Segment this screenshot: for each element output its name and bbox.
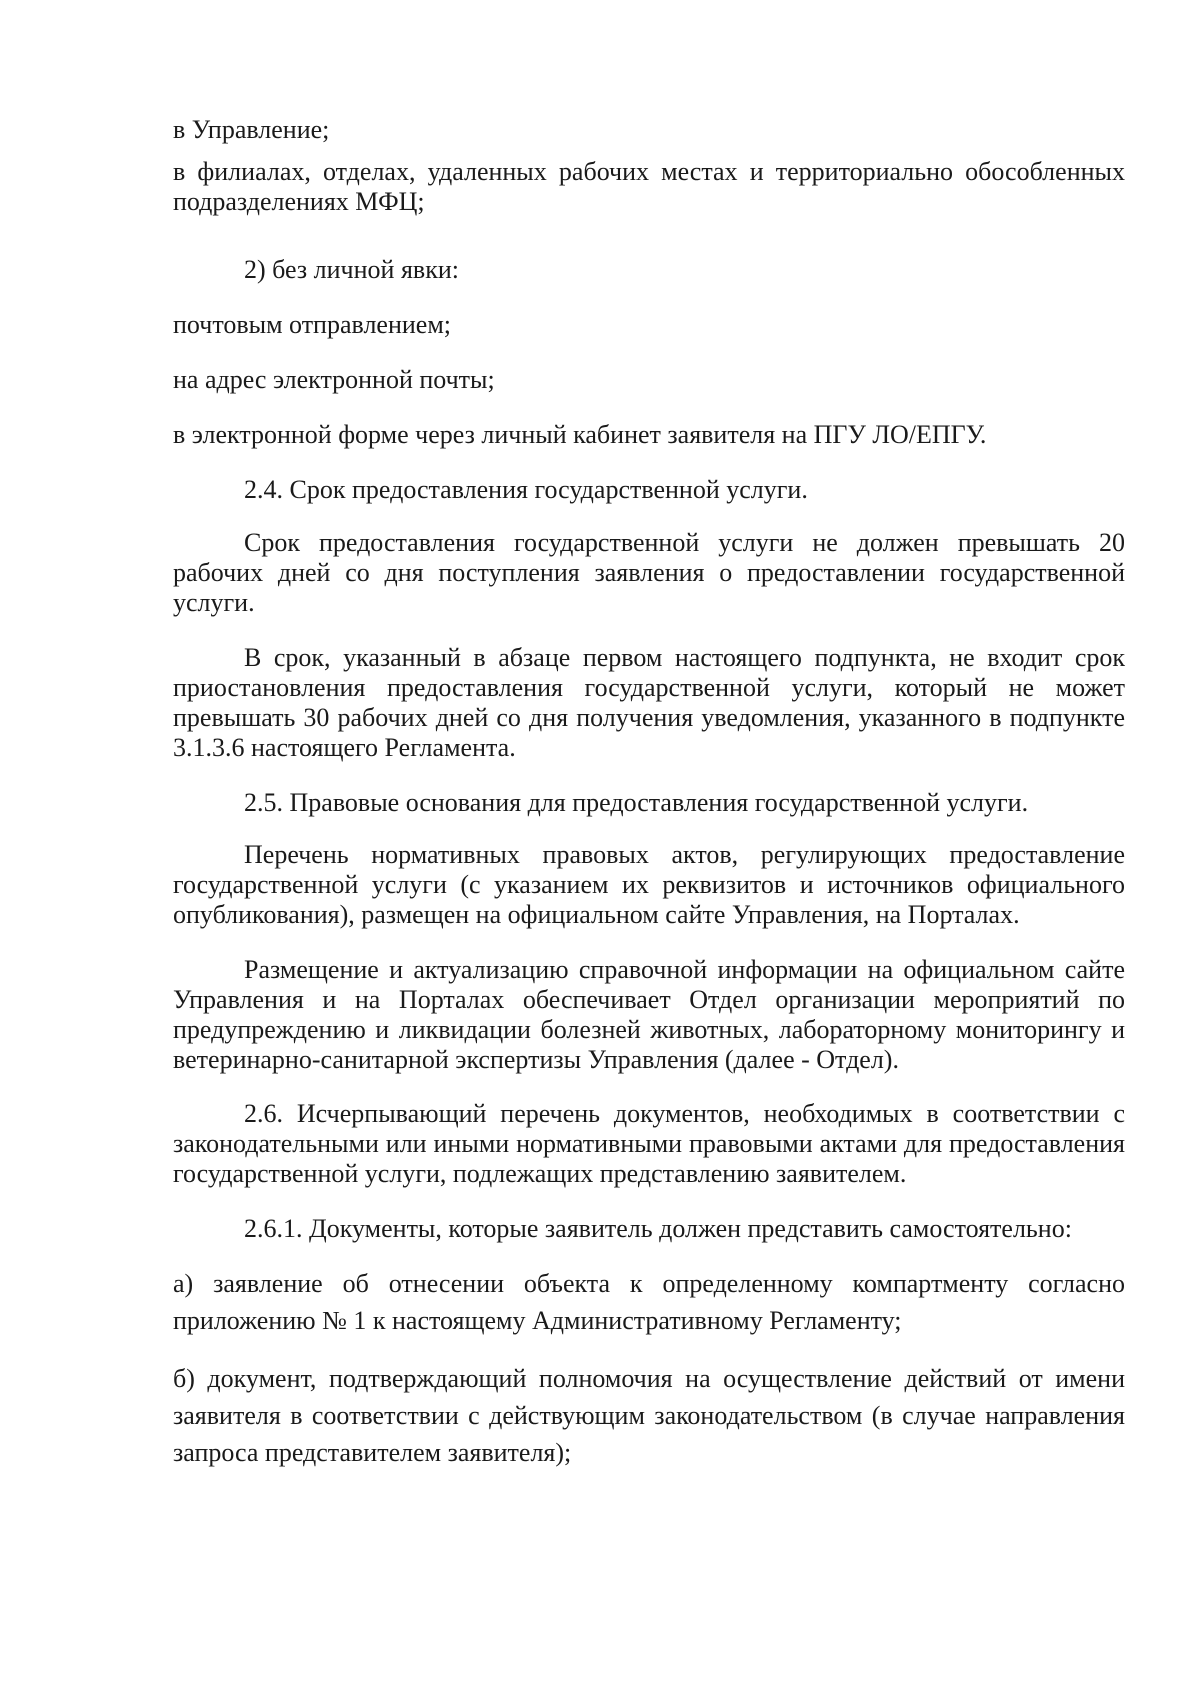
paragraph-7: 2.4. Срок предоставления государственной услуги.	[244, 475, 808, 504]
paragraph-2: в филиалах, отделах, удаленных рабочих местах и территориально обособленных подразделениях МФЦ;	[173, 157, 1125, 216]
paragraph-1: в Управление;	[173, 115, 330, 144]
paragraph-4: почтовым отправлением;	[173, 310, 452, 339]
paragraph-12: Размещение и актуализацию справочной информации на официальном сайте Управления и на Порталах обеспечивает Отдел организации мероприятий по предупреждению и ликвидации болезней животных, лабораторному мониторингу и ветеринарно-санитарной экспертизы Управления (далее - Отдел).	[173, 955, 1125, 1074]
paragraph-14: 2.6.1. Документы, которые заявитель должен представить самостоятельно:	[244, 1214, 1072, 1243]
paragraph-8: Срок предоставления государственной услуги не должен превышать 20 рабочих дней со дня поступления заявления о предоставлении государственной услуги.	[173, 528, 1125, 617]
paragraph-3: 2) без личной явки:	[244, 255, 459, 284]
paragraph-15: а) заявление об отнесении объекта к определенному компартменту согласно приложению № 1 к настоящему Административному Регламенту;	[173, 1269, 1125, 1335]
paragraph-6: в электронной форме через личный кабинет заявителя на ПГУ ЛО/ЕПГУ.	[173, 420, 987, 449]
paragraph-5: на адрес электронной почты;	[173, 365, 495, 394]
paragraph-16: б) документ, подтверждающий полномочия на осуществление действий от имени заявителя в соответствии с действующим законодательством (в случае направления запроса представителем заявителя);	[173, 1364, 1125, 1467]
paragraph-9: В срок, указанный в абзаце первом настоящего подпункта, не входит срок приостановления предоставления государственной услуги, который не может превышать 30 рабочих дней со дня получения уведомления, указанного в подпункте 3.1.3.6 настоящего Регламента.	[173, 643, 1125, 762]
paragraph-13: 2.6. Исчерпывающий перечень документов, необходимых в соответствии с законодательными или иными нормативными правовыми актами для предоставления государственной услуги, подлежащих представлению заявителем.	[173, 1099, 1125, 1188]
paragraph-10: 2.5. Правовые основания для предоставления государственной услуги.	[244, 788, 1029, 817]
paragraph-11: Перечень нормативных правовых актов, регулирующих предоставление государственной услуги (с указанием их реквизитов и источников официального опубликования), размещен на официальном сайте Управления, на Порталах.	[173, 840, 1125, 929]
